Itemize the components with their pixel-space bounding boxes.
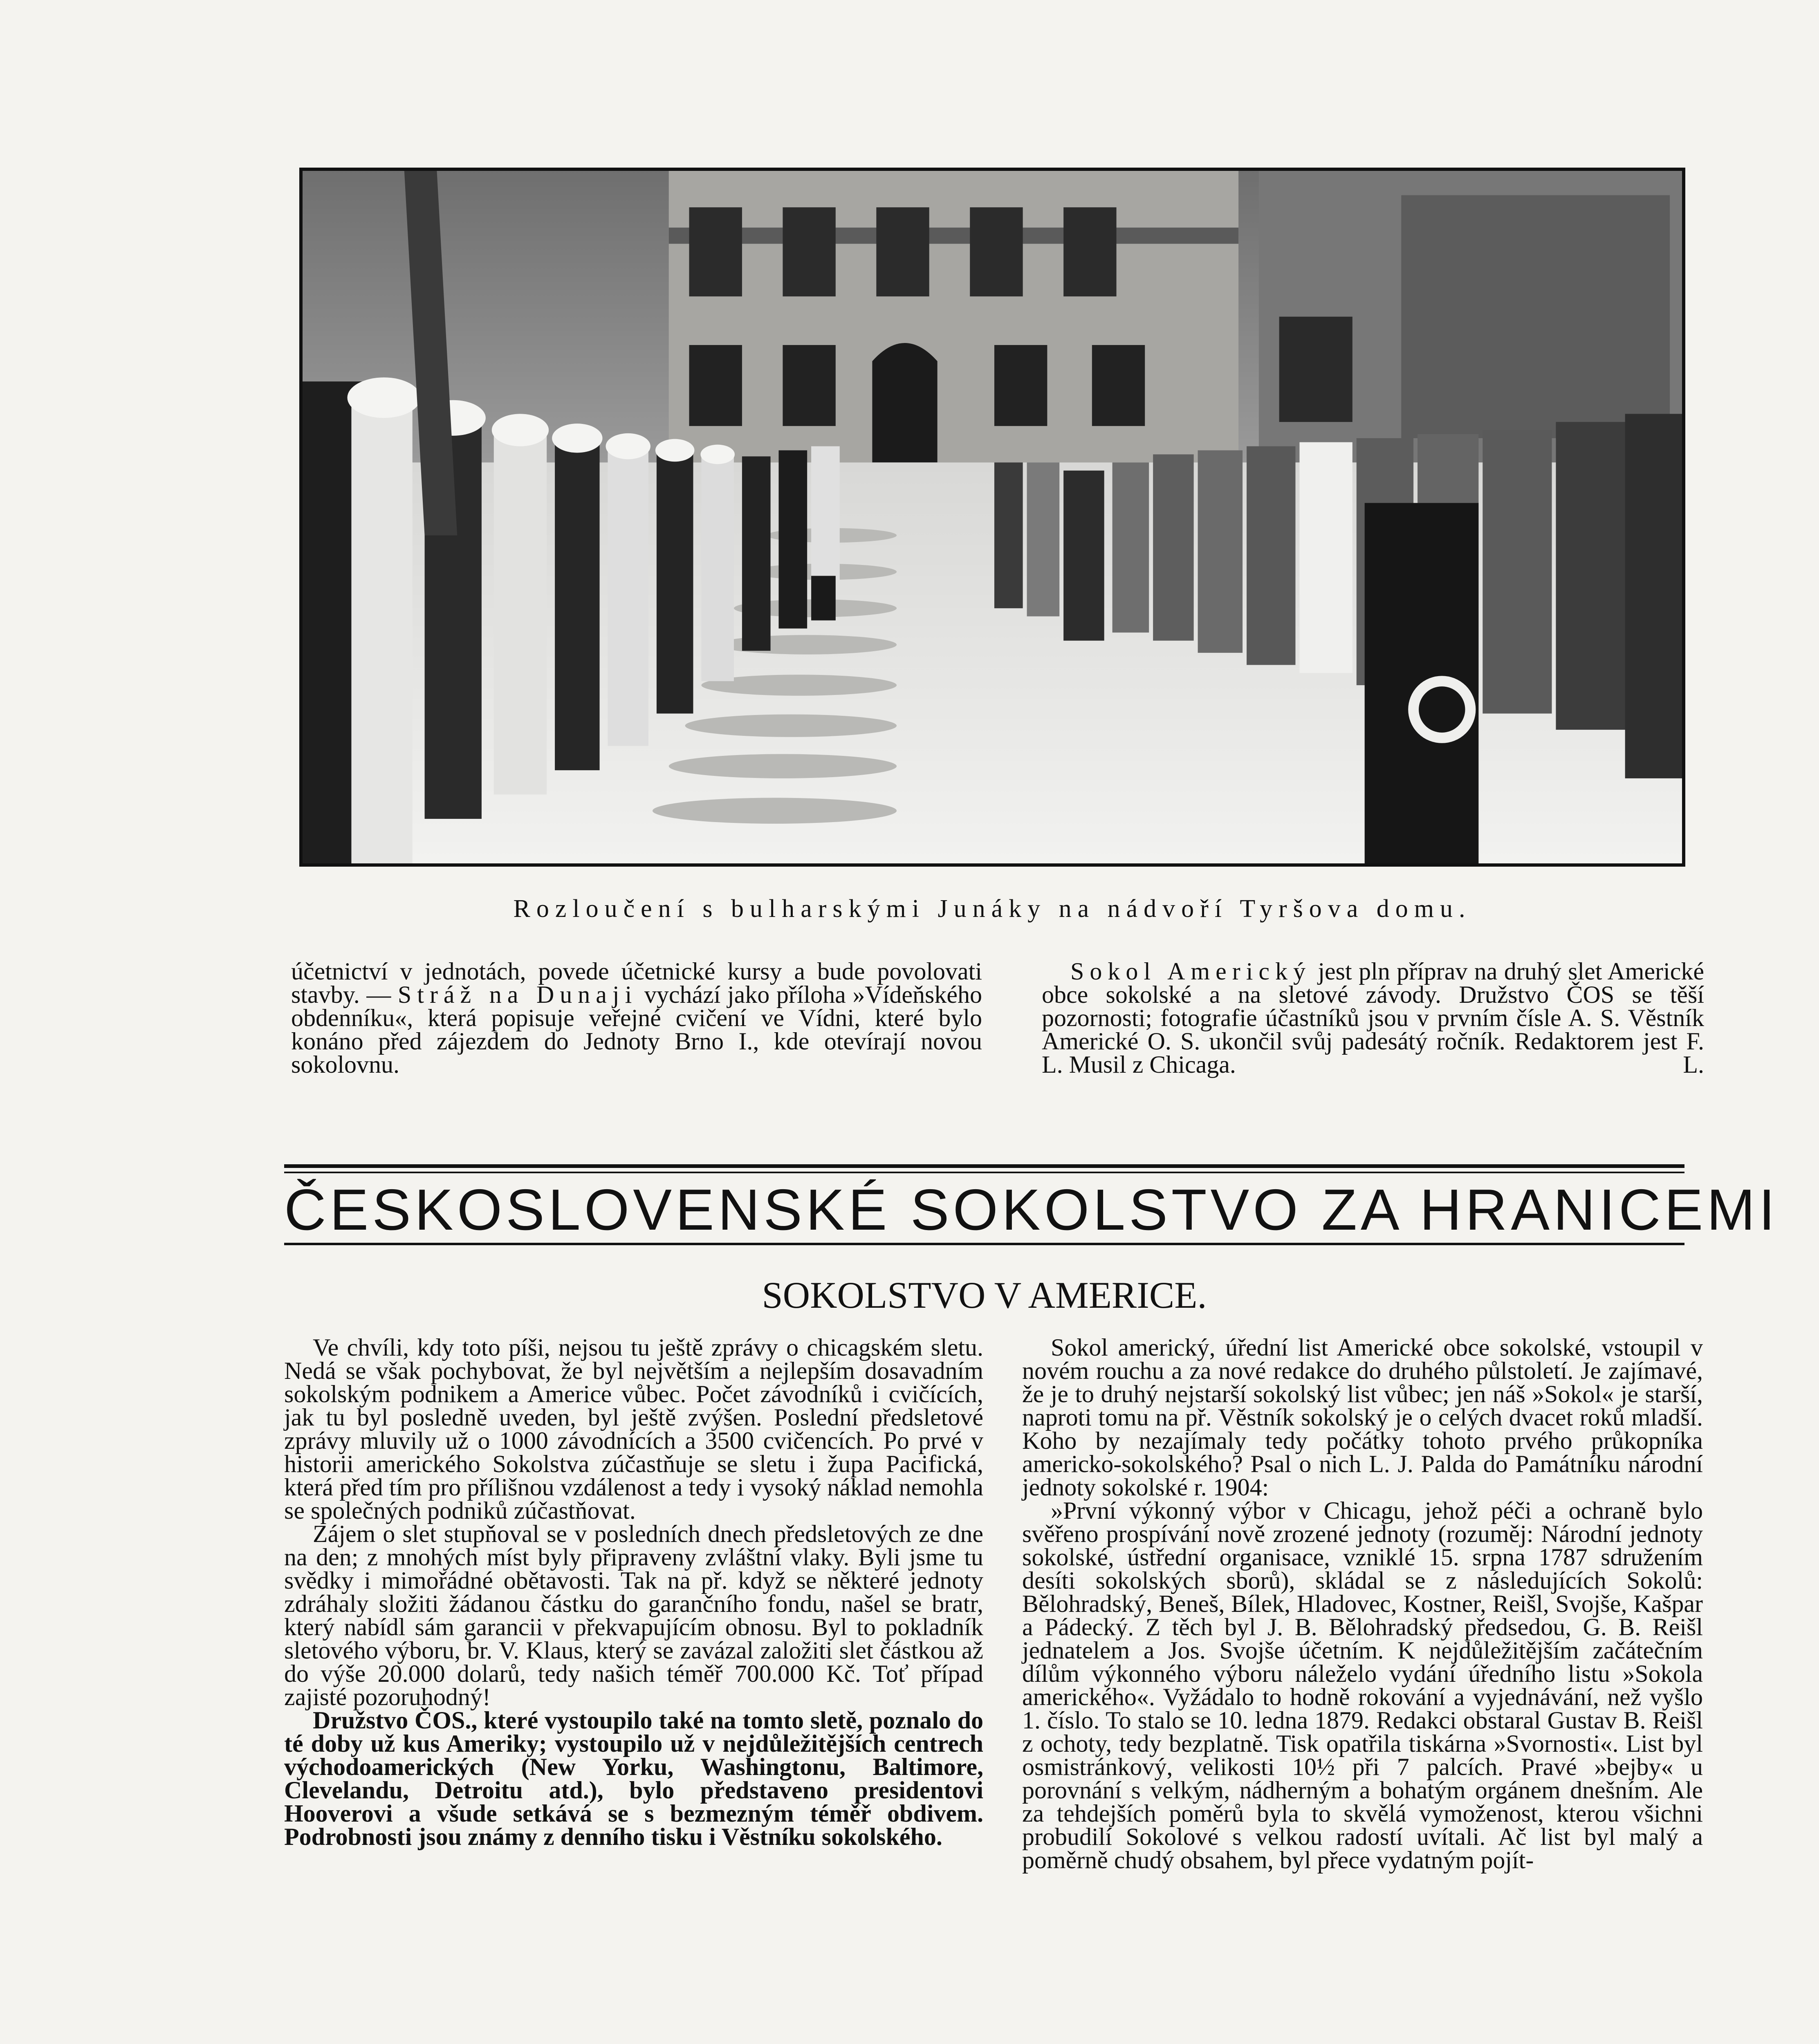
article-paragraph-4: Sokol americký, úřední list Americké obce sokolské, vstoupil v novém rouchu a za nové redakce do druhého půlstoletí. Je zajímavé, že je to druhý nejstarší sokolský list vůbec; jen náš »Sokol« je starší, naproti tomu na př. Věstník sokolský je o celých dvacet roků mladší. Koho by nezajímaly tedy počátky tohoto prvého průkopníka americko-sokolského? Psal o nich L. J. Palda do Památníku národní jednoty sokolské r. 1904: — [1022, 1334, 1703, 1501]
top-right-column — [1042, 960, 1704, 1076]
article-title: SOKOLSTVO V AMERICE. — [762, 1274, 1207, 1316]
article-paragraph-3: Družstvo ČOS., které vystoupilo také na tomto sletě, poznalo do té doby už kus Ameriky; vystoupilo už v nejdůležitějších centrech východoamerických (New Yorku, Washingtonu, Baltimore, Clevelandu, Detroitu atd.), bylo představeno presidentovi Hooverovi a všude setkává se s bezmezným téměř obdivem. Podrobnosti jsou známy z denního tisku i Věstníku sokolského. — [284, 1707, 983, 1850]
top-left-column — [291, 960, 982, 1076]
article-right-column — [1022, 1336, 1703, 1872]
headline-rule-bottom — [284, 1243, 1684, 1245]
periodical-name: Sokol Americký — [1070, 958, 1312, 985]
periodical-name: Stráž na Dunaji — [397, 981, 638, 1008]
section-headline: ČESKOSLOVENSKÉ SOKOLSTVO ZA HRANICEMI — [284, 1177, 1779, 1242]
headline-rule-thick — [284, 1164, 1684, 1168]
article-paragraph-1: Ve chvíli, kdy toto píši, nejsou tu ještě zprávy o chicagském sletu. Nedá se však pochybovat, že byl největším a nejlepším dosavadním sokolským podnikem a Americe vůbec. Počet závodníků i cvičících, jak tu byl posledně uveden, byl ještě zvýšen. Poslední předsletové zprávy mluvily už o 1000 závodnících a 3500 cvičencích. Po prvé v historii amerického Sokolstva zúčastňuje se sletu i župa Pacifická, která před tím pro přílišnou vzdálenost a tedy i vysoký náklad nemohla se společných podniků zúčastňovat. — [284, 1334, 983, 1524]
article-left-column — [284, 1336, 983, 1849]
headline-rule-thin — [284, 1172, 1684, 1173]
author-sign: L. — [1683, 1051, 1704, 1078]
courtyard-photo — [299, 168, 1685, 867]
top-right-paragraph: Sokol Americký jest pln příprav na druhý slet Americké obce sokolské a na sletové závody. Družstvo ČOS se těší pozornosti; fotografie účastníků jsou v prvním čísle A. S. Věstník Americké O. S. ukončil svůj padesátý ročník. Redaktorem jest F. L. Musil z Chicaga. L. — [1042, 958, 1705, 1078]
article-paragraph-5: »První výkonný výbor v Chicagu, jehož péči a ochraně bylo svěřeno prospívání nově zrozené jednoty (rozuměj: Národní jednoty sokolské, ústřední organisace, vzniklé 15. srpna 1787 sdružením desíti sokolských sborů), skládal se z následujících Sokolů: Bělohradský, Beneš, Bílek, Hladovec, Kostner, Reišl, Svojše, Kašpar a Pádecký. Z těch byl J. B. Bělohradský předsedou, G. B. Reišl jednatelem a Jos. Svojše účetním. K nejdůležitějším začátečním dílům výkonného výboru náleželo vydání úředního listu »Sokola amerického«. Vyžádalo to hodně rokování a vyjednávání, než vyšlo 1. číslo. To stalo se 10. ledna 1879. Redakci obstaral Gustav B. Reišl z ochoty, tedy bezplatně. Tisk opatřila tiskárna »Svornosti«. List byl osmistránkový, velikosti 10½ při 7 palcích. Pravé »bejby« u porovnání s velkým, nádherným a bohatým orgánem dnešním. Ale za tehdejších poměrů byla to skvělá vymoženost, kterou všichni probudilí Sokolové s velkou radostí uvítali. Ač list byl malý a poměrně chudý obsahem, byl přece vydatným pojít- — [1022, 1497, 1703, 1874]
building-center — [669, 171, 1238, 462]
article-paragraph-2: Zájem o slet stupňoval se v posledních dnech předsletových ze dne na den; z mnohých míst byly připraveny zvláštní vlaky. Byli jsme tu svědky i mimořádné obětavosti. Tak na př. když se některé jednoty zdráhaly složiti žádanou částku do garančního fondu, našel se bratr, který nabídl sám garancii v překvapujícím obnosu. Byl to pokladník sletového výboru, br. V. Klaus, který se zavázal založiti slet částkou až do výše 20.000 dolarů, tedy našich téměř 700.000 Kč. Toť případ zajisté pozoruhodný! — [284, 1520, 983, 1710]
top-left-paragraph: účetnictví v jednotách, povede účetnické kursy a bude povolovati stavby. — Stráž na Dunaji vychází jako příloha »Vídeňského obdenníku«, která popisuje veřejné cvičení ve Vídni, které bylo konáno před zájezdem do Jednoty Brno I., kde otevírají novou sokolovnu. — [291, 958, 982, 1078]
photo-caption: Rozloučení s bulharskými Junáky na nádvoří Tyršova domu. — [513, 895, 1471, 923]
archway — [872, 343, 937, 462]
photo-scene — [303, 171, 1682, 863]
